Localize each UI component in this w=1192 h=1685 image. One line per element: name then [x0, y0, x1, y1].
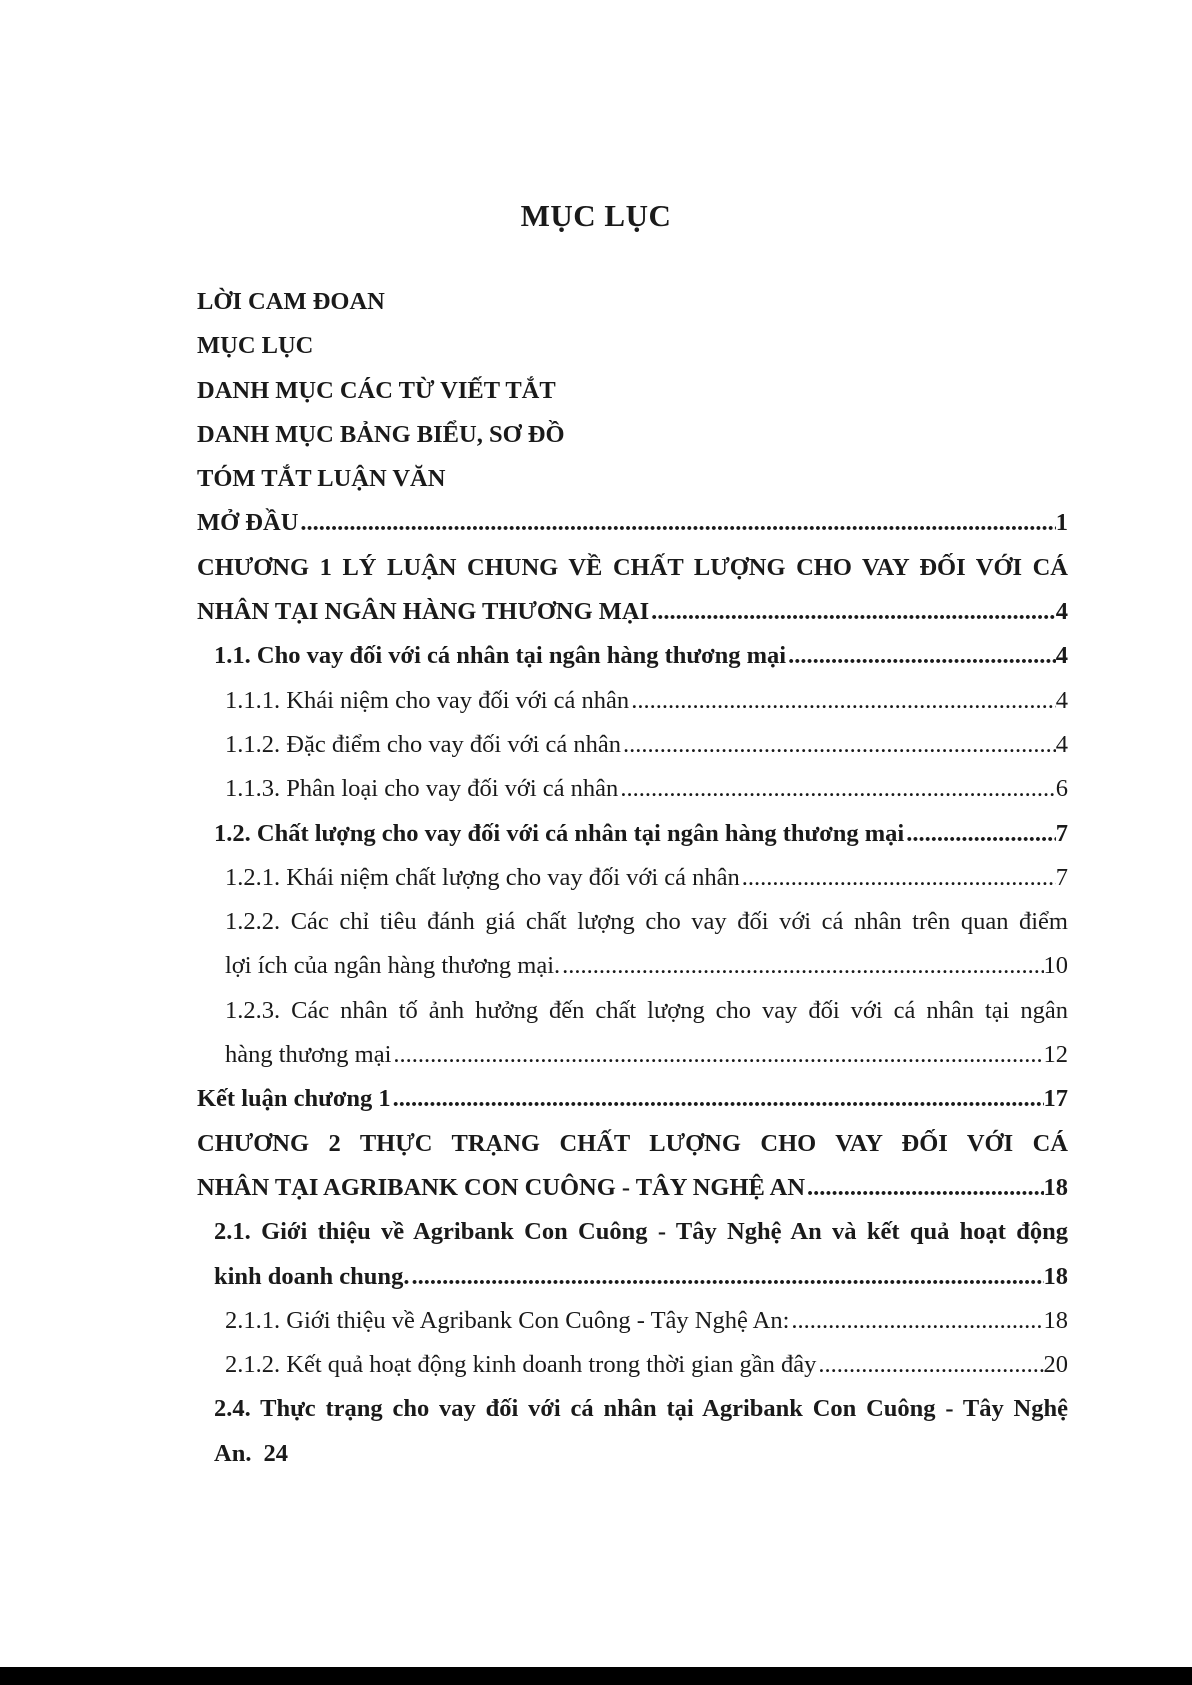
toc-page-number: 24	[263, 1439, 288, 1467]
toc-entry-front-matter: MỤC LỤC	[197, 332, 314, 360]
scan-edge-bar	[0, 1667, 1192, 1685]
toc-entry-label: 1.2.1. Khái niệm chất lượng cho vay đối với cá nhân	[225, 863, 740, 891]
toc-entry-label-line1: 2.4. Thực trạng cho vay đối với cá nhân tại Agribank Con Cuông - Tây Nghệ	[214, 1395, 1068, 1423]
dot-leader	[562, 944, 1043, 988]
toc-entry-section-2-1-cont	[197, 1255, 1068, 1299]
toc-entry-subsection-2-1-2	[197, 1343, 1068, 1387]
toc-entry-subsection-1-2-1	[197, 856, 1068, 900]
toc-entry-subsection-2-1-1	[197, 1299, 1068, 1343]
toc-entry-label-line1: CHƯƠNG 1 LÝ LUẬN CHUNG VỀ CHẤT LƯỢNG CHO VAY ĐỐI VỚI CÁ	[197, 553, 1068, 581]
toc-entry-label: 1.1.3. Phân loại cho vay đối với cá nhân	[225, 775, 619, 803]
toc-entry-label: 1.2. Chất lượng cho vay đối với cá nhân tại ngân hàng thương mại	[214, 819, 905, 847]
toc-entry-label-line2: kinh doanh chung.	[214, 1262, 410, 1290]
dot-leader	[411, 1255, 1043, 1299]
toc-page-number: 12	[1043, 1041, 1068, 1069]
toc-entry-label-line2: An.	[214, 1439, 252, 1467]
toc-page-number: 4	[1055, 642, 1068, 670]
dot-leader	[631, 679, 1056, 723]
toc-entry-front-matter: TÓM TẮT LUẬN VĂN	[197, 465, 446, 493]
toc-entry-label: 1.1.1. Khái niệm cho vay đối với cá nhân	[225, 686, 630, 714]
toc-page-number: 18	[1043, 1262, 1068, 1290]
toc-page-number: 18	[1043, 1306, 1068, 1334]
toc-entry-label-line1: CHƯƠNG 2 THỰC TRẠNG CHẤT LƯỢNG CHO VAY ĐỐI VỚI CÁ	[197, 1129, 1068, 1157]
dot-leader	[393, 1033, 1043, 1077]
toc-entry-chapter-1-conclusion	[197, 1077, 1068, 1121]
toc-page-number: 7	[1055, 863, 1068, 891]
toc-entry-label-line2: hàng thương mại	[225, 1041, 392, 1069]
toc-entry-chapter-2-cont	[197, 1166, 1068, 1210]
toc-page-number: 4	[1055, 730, 1068, 758]
toc-entry-chapter-2	[197, 1122, 1068, 1166]
toc-entry-subsection-1-2-2	[197, 900, 1068, 944]
toc-page-number: 17	[1043, 1085, 1068, 1113]
toc-entry-label: Kết luận chương 1	[197, 1085, 391, 1113]
toc-entry-section-2-4	[197, 1387, 1068, 1431]
dot-leader	[906, 812, 1056, 856]
dot-leader	[818, 1343, 1043, 1387]
toc-entry-subsection-1-2-2-cont	[197, 944, 1068, 988]
toc-entry-label-line2: NHÂN TẠI AGRIBANK CON CUÔNG - TÂY NGHỆ AN	[197, 1173, 806, 1201]
toc-entry-label-line1: 1.2.3. Các nhân tố ảnh hưởng đến chất lượng cho vay đối với cá nhân tại ngân	[225, 996, 1068, 1024]
toc-entry-label-line1: 1.2.2. Các chỉ tiêu đánh giá chất lượng cho vay đối với cá nhân trên quan điểm	[225, 908, 1068, 936]
toc-entry-subsection-1-1-1	[197, 679, 1068, 723]
dot-leader	[620, 767, 1055, 811]
toc-entry-front-matter: LỜI CAM ĐOAN	[197, 288, 385, 315]
toc-page-number: 10	[1043, 952, 1068, 980]
toc-page-number: 4	[1055, 598, 1068, 626]
toc-entry-front-matter: DANH MỤC CÁC TỪ VIẾT TẮT	[197, 376, 556, 404]
toc-page-number: 7	[1055, 819, 1068, 847]
toc-entry-subsection-1-1-2	[197, 723, 1068, 767]
toc-entry-chapter-1	[197, 546, 1068, 590]
dot-leader	[807, 1166, 1043, 1210]
dot-leader	[791, 1299, 1043, 1343]
toc-page-number: 1	[1055, 509, 1068, 537]
toc-page-number: 18	[1043, 1173, 1068, 1201]
toc-page-number: 4	[1055, 686, 1068, 714]
toc-entry-label: 1.1. Cho vay đối với cá nhân tại ngân hàng thương mại	[214, 642, 787, 670]
toc-entry-subsection-1-1-3	[197, 767, 1068, 811]
toc-entry-label-line1: 2.1. Giới thiệu về Agribank Con Cuông - Tây Nghệ An và kết quả hoạt động	[214, 1218, 1068, 1246]
dot-leader	[742, 856, 1056, 900]
toc-entry-section-2-4-cont	[197, 1432, 1068, 1476]
table-of-contents	[197, 280, 1068, 1476]
dot-leader	[393, 1077, 1044, 1121]
toc-entry-front-matter: DANH MỤC BẢNG BIỂU, SƠ ĐỒ	[197, 420, 565, 448]
toc-entry-subsection-1-2-3-cont	[197, 1033, 1068, 1077]
dot-leader	[788, 634, 1056, 678]
toc-entry-label: MỞ ĐẦU	[197, 509, 299, 537]
toc-entry-chapter-1-cont	[197, 590, 1068, 634]
toc-page-number: 20	[1043, 1351, 1068, 1379]
dot-leader	[651, 590, 1056, 634]
toc-entry-label: 2.1.2. Kết quả hoạt động kinh doanh trong thời gian gần đây	[225, 1351, 817, 1379]
toc-entry-intro	[197, 501, 1068, 545]
toc-entry-section-2-1	[197, 1210, 1068, 1254]
toc-page-number: 6	[1055, 775, 1068, 803]
toc-entry-section-1-1	[197, 634, 1068, 678]
dot-leader	[300, 501, 1055, 545]
toc-entry-subsection-1-2-3	[197, 989, 1068, 1033]
toc-entry-label-line2: lợi ích của ngân hàng thương mại.	[225, 952, 561, 980]
toc-entry-label: 2.1.1. Giới thiệu về Agribank Con Cuông - Tây Nghệ An:	[225, 1306, 790, 1334]
dot-leader	[623, 723, 1056, 767]
toc-entry-section-1-2	[197, 812, 1068, 856]
toc-entry-label: 1.1.2. Đặc điểm cho vay đối với cá nhân	[225, 730, 621, 758]
toc-entry-label-line2: NHÂN TẠI NGÂN HÀNG THƯƠNG MẠI	[197, 598, 650, 626]
toc-title: MỤC LỤC	[520, 198, 672, 233]
